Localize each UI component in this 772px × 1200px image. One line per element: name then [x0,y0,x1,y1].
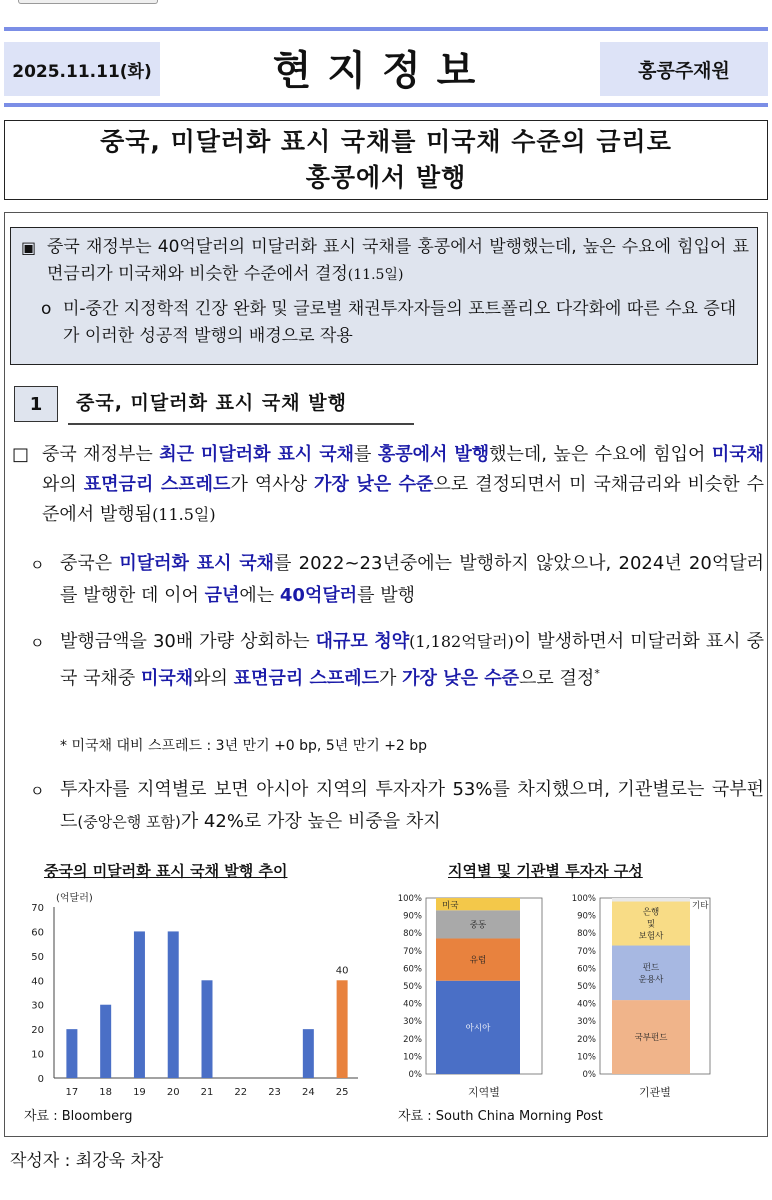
segment-label: 및 [646,919,656,930]
y-tick-label: 50% [577,982,596,992]
bar [337,980,348,1078]
highlight-text: 가장 낮은 수준 [402,668,520,689]
data-label: 40 [335,965,349,977]
main-marker: □ [12,444,30,465]
x-tick-label: 기관별 [639,1086,671,1099]
highlight-text: 최근 미달러화 표시 국채 [159,444,354,465]
bullet-item-3: ㅇ 투자자를 지역별로 보면 아시아 지역의 투자자가 53%를 차지했으며, 기관별로는 국부펀드(중앙은행 포함)가 42%로 가장 높은 비중을 차지 [30,774,764,838]
summary-date: (11.5일) [347,267,404,283]
x-tick-label: 24 [301,1087,315,1098]
segment-label-outside: 기타 [692,901,709,911]
issuance-bar-chart [8,885,380,1105]
chart2-title: 지역별 및 기관별 투자자 구성 [448,862,643,880]
y-tick-label: 50 [31,951,44,963]
segment-label: 보험사 [638,931,664,942]
y-tick-label: 10% [577,1052,596,1063]
y-tick-label: 0% [408,1070,422,1080]
x-tick-label: 19 [133,1087,146,1098]
segment-label: 유럽 [469,955,487,966]
headline-line-2: 홍콩에서 발행 [305,163,467,192]
x-tick-label: 25 [335,1087,349,1098]
summary-text-1: 중국 재정부는 40억달러의 미달러화 표시 국채를 홍콩에서 발행했는데, 높은 수요에 힘입어 표면금리가 미국채와 비슷한 수준에서 결정 [47,237,749,284]
y-tick-label: 100% [397,894,422,904]
window-top-strip [0,0,772,10]
bullet-item-2: ㅇ 발행금액을 30배 가량 상회하는 대규모 청약(1,182억달러)이 발생하면서 미달러화 표시 중국 국채중 미국채와의 표면금리 스프레드가 가장 낮은 수준으로 결정* [30,626,764,695]
bullet-marker: ㅇ [30,782,45,800]
browser-tab[interactable] [18,0,158,4]
summary-marker-2: o [41,299,52,319]
section-number: 1 [14,386,58,422]
y-tick-label: 60% [403,964,422,975]
y-tick-label: 20 [31,1025,44,1037]
y-tick-label: 0 [37,1074,44,1085]
y-tick-label: 40% [577,999,596,1010]
y-tick-label: 70% [577,946,596,957]
segment-label: 운용사 [638,974,664,985]
section-heading [14,384,414,424]
bar [202,980,213,1078]
y-tick-label: 60 [31,927,44,939]
highlight-text: 홍콩에서 발행 [377,444,490,465]
highlight-text: 미국채 [141,668,194,689]
y-axis-label: (억달러) [56,893,93,904]
report-type-title: 현지정보 [272,47,492,94]
y-tick-label: 70% [403,946,422,957]
y-tick-label: 80% [577,929,596,940]
chart1-source: 자료 : Bloomberg [24,1109,133,1124]
highlight-text: 미국채 [711,444,764,465]
y-tick-label: 30% [577,1017,596,1028]
x-tick-label: 21 [200,1087,214,1098]
bullet-marker: ㅇ [30,556,45,574]
highlight-text: 대규모 청약 [315,631,410,652]
y-tick-label: 50% [403,982,422,992]
summary-text-2: 미-중간 지정학적 긴장 완화 및 글로벌 채권투자자들의 포트폴리오 다각화에 따른 수요 증대가 이러한 성공적 발행의 배경으로 작용 [63,299,737,346]
headline-box [4,120,768,200]
y-tick-label: 40 [31,976,44,988]
x-tick-label: 22 [234,1087,248,1098]
highlight-text: 표면금리 스프레드 [83,474,231,495]
bullet-marker: ㅇ [30,634,45,652]
y-tick-label: 90% [577,911,596,922]
segment-label-outside: 미국 [442,901,459,911]
section-title: 중국, 미달러화 표시 국채 발행 [76,392,347,414]
segment-label: 국부펀드 [634,1033,668,1044]
y-tick-label: 100% [571,894,596,904]
x-tick-label: 지역별 [468,1086,500,1099]
y-tick-label: 70 [31,903,44,914]
y-tick-label: 20% [577,1034,596,1045]
summary-paragraph-2 [21,296,749,350]
report-banner [4,27,768,107]
segment-label: 중동 [469,920,487,931]
y-tick-label: 30 [31,1000,44,1012]
highlight-text: 미달러화 표시 국채 [119,553,275,574]
bullet-item-1: ㅇ 중국은 미달러화 표시 국채를 2022~23년중에는 발행하지 않았으나, 2024년 20억달러를 발행한 데 이어 금년에는 40억달러를 발행 [30,548,764,612]
x-tick-label: 23 [268,1087,281,1098]
report-date: 2025.11.11(화) [4,42,160,96]
highlight-text: 표면금리 스프레드 [233,668,380,689]
author: 작성자 : 최강욱 차장 [10,1151,164,1171]
highlight-text: 금년 [204,585,240,606]
headline-line-1: 중국, 미달러화 표시 국채를 미국채 수준의 금리로 [100,127,672,156]
summary-marker-1: ▣ [21,238,37,257]
y-tick-label: 10 [31,1049,44,1061]
stack-segment [612,898,690,902]
main-paragraph: □ 중국 재정부는 최근 미달러화 표시 국채를 홍콩에서 발행했는데, 높은 수요에 힘입어 미국채와의 표면금리 스프레드가 역사상 가장 낮은 수준으로 결정되면서 미 국채금리와 비슷한 수준에서 발행됨(11.5일) [12,440,764,530]
x-tick-label: 18 [99,1087,113,1098]
highlight-text: 가장 낮은 수준 [314,474,434,495]
y-tick-label: 30% [403,1017,422,1028]
chart2-source: 자료 : South China Morning Post [398,1109,603,1124]
bar [134,931,145,1078]
y-tick-label: 20% [403,1034,422,1045]
y-tick-label: 60% [577,964,596,975]
highlight-text: 40억달러 [279,585,358,606]
segment-label: 은행 [642,907,660,918]
chart1-title: 중국의 미달러화 표시 국채 발행 추이 [44,862,288,880]
bar [168,931,179,1078]
y-tick-label: 0% [582,1070,596,1080]
segment-label: 아시아 [465,1023,491,1034]
report-office: 홍콩주재원 [600,42,768,96]
x-tick-label: 17 [65,1087,79,1098]
y-tick-label: 10% [403,1052,422,1063]
footnote: * 미국채 대비 스프레드 : 3년 만기 +0 bp, 5년 만기 +2 bp [60,738,428,754]
investor-composition-chart [392,886,762,1104]
x-tick-label: 20 [166,1087,180,1098]
main-date: (11.5일) [152,505,216,524]
bar [66,1029,77,1078]
segment-label: 펀드 [642,962,660,973]
footnote-mark: * [594,667,600,680]
summary-box [10,227,758,365]
bar [303,1029,314,1078]
y-tick-label: 90% [403,911,422,922]
y-tick-label: 80% [403,929,422,940]
summary-paragraph-1 [21,234,749,289]
section-underline [68,423,414,425]
y-tick-label: 40% [403,999,422,1010]
bar [100,1005,111,1078]
